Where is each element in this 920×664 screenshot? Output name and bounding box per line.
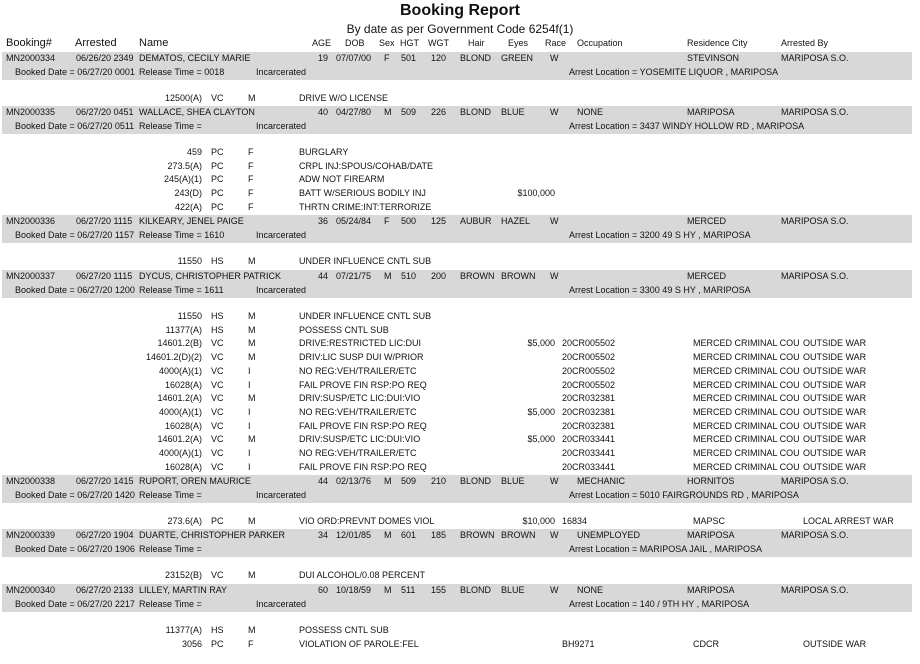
dob-value: 10/18/59 (336, 585, 372, 595)
booking-number: MN2000337 (6, 271, 56, 281)
charge-statute-type: VC (211, 352, 224, 363)
charge-description: DRIVE W/O LICENSE (299, 93, 389, 103)
residence-city: MARIPOSA (687, 585, 735, 595)
hair-value: BROWN (460, 530, 495, 540)
arrestee-name: RUPORT, OREN MAURICE (139, 476, 251, 486)
arrested-datetime: 06/27/20 0451 (76, 107, 134, 117)
eyes-value: BLUE (501, 107, 525, 117)
arrest-location: Arrest Location = 140 / 9TH HY , MARIPOSA (569, 599, 750, 609)
booking-number: MN2000339 (6, 530, 56, 540)
age-value: 44 (317, 476, 328, 486)
hair-value: BLOND (460, 585, 492, 595)
charge-code: 273.5(A) (167, 160, 202, 171)
col-header-race: Race (545, 38, 567, 48)
occupation-value: UNEMPLOYED (577, 530, 641, 540)
warrant-agency: MERCED CRIMINAL COU (693, 434, 800, 445)
warrant-agency: CDCR (693, 638, 719, 649)
sex-value: F (384, 216, 390, 226)
col-header-hair: Hair (468, 38, 485, 48)
age-value: 40 (317, 107, 328, 117)
charge-code: 14601.2(A) (157, 434, 202, 445)
warrant-type: OUTSIDE WAR (803, 352, 867, 363)
race-value: W (550, 271, 559, 281)
warrant-agency: MERCED CRIMINAL COU (693, 461, 800, 472)
charge-statute-type: HS (211, 256, 224, 266)
case-number: 16834 (562, 516, 588, 526)
residence-city: MARIPOSA (687, 530, 735, 540)
arrested-datetime: 06/26/20 2349 (76, 53, 134, 63)
age-value: 19 (317, 53, 328, 63)
charge-statute-type: VC (211, 420, 224, 431)
charge-description: FAIL PROVE FIN RSP:PO REQ (299, 420, 427, 431)
height-value: 511 (401, 585, 416, 595)
dob-value: 02/13/76 (336, 476, 372, 486)
charge-level: M (248, 625, 256, 635)
report-title: Booking Report (400, 2, 520, 19)
warrant-agency: MAPSC (693, 516, 726, 526)
charge-level: M (248, 393, 256, 404)
charge-code: 16028(A) (164, 461, 202, 472)
warrant-type: OUTSIDE WAR (803, 365, 867, 376)
age-value: 60 (317, 585, 328, 595)
age-value: 34 (317, 530, 328, 540)
charge-statute-type: HS (211, 311, 224, 321)
col-header-booking: Booking# (6, 37, 52, 49)
arresting-agency: MARIPOSA S.O. (781, 530, 849, 540)
charge-statute-type: VC (211, 365, 224, 376)
residence-city: HORNITOS (687, 476, 735, 486)
eyes-value: BROWN (501, 530, 536, 540)
charge-code: 11377(A) (165, 625, 202, 635)
warrant-type: OUTSIDE WAR (803, 406, 867, 417)
arrest-location: Arrest Location = YOSEMITE LIQUOR , MARIPOSA (569, 67, 779, 77)
race-value: W (550, 107, 559, 117)
charge-level: M (248, 516, 256, 526)
booked-date: Booked Date = 06/27/20 1200 (15, 285, 135, 295)
charge-description: BURGLARY (299, 147, 349, 157)
charge-level: M (248, 256, 256, 266)
sex-value: F (384, 53, 390, 63)
case-number: 20CR005502 (562, 338, 616, 349)
charge-code: 3056 (181, 638, 202, 649)
eyes-value: BROWN (501, 271, 536, 281)
warrant-agency: MERCED CRIMINAL COU (693, 379, 800, 390)
charge-statute-type: VC (211, 406, 224, 417)
charge-level: I (248, 406, 251, 417)
charge-statute-type: PC (211, 516, 224, 526)
warrant-type: OUTSIDE WAR (803, 434, 867, 445)
bail-amount: $5,000 (527, 434, 555, 445)
arrested-datetime: 06/27/20 1904 (76, 530, 134, 540)
charge-statute-type: PC (211, 160, 224, 171)
col-header-arrested: Arrested (75, 37, 117, 49)
charge-description: BATT W/SERIOUS BODILY INJ (299, 188, 426, 199)
weight-value: 226 (431, 107, 447, 117)
col-header-age: AGE (312, 38, 332, 48)
charge-code: 4000(A)(1) (158, 365, 202, 376)
charge-description: ADW NOT FIREARM (299, 174, 385, 185)
residence-city: MERCED (687, 216, 727, 226)
charge-code: 23152(B) (164, 570, 202, 580)
weight-value: 185 (431, 530, 447, 540)
occupation-value: NONE (577, 107, 604, 117)
custody-status: Incarcerated (256, 490, 307, 500)
race-value: W (550, 216, 559, 226)
charge-description: THRTN CRIME:INT:TERRORIZE (299, 201, 432, 212)
charge-description: DRIV:SUSP/ETC LIC:DUI:VIO (299, 393, 421, 404)
arresting-agency: MARIPOSA S.O. (781, 476, 849, 486)
charge-level: I (248, 461, 251, 472)
custody-status: Incarcerated (256, 67, 307, 77)
custody-status: Incarcerated (256, 121, 307, 131)
charge-level: I (248, 379, 251, 390)
charge-statute-type: PC (211, 638, 224, 649)
charge-description: POSSESS CNTL SUB (299, 625, 389, 635)
arrested-datetime: 06/27/20 1115 (76, 216, 133, 226)
charge-description: NO REG:VEH/TRAILER/ETC (299, 448, 417, 458)
booked-date: Booked Date = 06/27/20 1157 (15, 230, 135, 240)
charge-description: VIOLATION OF PAROLE:FEL (299, 638, 419, 649)
charge-description: NO REG:VEH/TRAILER/ETC (299, 365, 417, 376)
arrested-datetime: 06/27/20 1115 (76, 271, 133, 281)
booking-number: MN2000338 (6, 476, 56, 486)
case-number: 20CR032381 (562, 420, 616, 431)
sex-value: M (384, 107, 392, 117)
charge-code: 4000(A)(1) (158, 448, 202, 458)
arresting-agency: MARIPOSA S.O. (781, 107, 849, 117)
charge-level: M (248, 311, 256, 321)
charge-description: FAIL PROVE FIN RSP:PO REQ (299, 461, 427, 472)
height-value: 601 (401, 530, 417, 540)
charge-code: 11550 (177, 256, 202, 266)
charge-statute-type: VC (211, 570, 224, 580)
charge-level: I (248, 365, 251, 376)
col-header-eyes: Eyes (508, 38, 529, 48)
charge-statute-type: HS (211, 324, 224, 335)
charge-level: M (248, 434, 256, 445)
charge-code: 16028(A) (164, 379, 202, 390)
release-time: Release Time = (139, 599, 202, 609)
warrant-agency: MERCED CRIMINAL COU (693, 420, 800, 431)
warrant-agency: MERCED CRIMINAL COU (693, 352, 800, 363)
charge-description: DRIV:SUSP/ETC LIC:DUI:VIO (299, 434, 421, 445)
release-time: Release Time = (139, 121, 202, 131)
weight-value: 210 (431, 476, 447, 486)
arresting-agency: MARIPOSA S.O. (781, 271, 849, 281)
charge-code: 11550 (177, 311, 202, 321)
case-number: 20CR032381 (562, 406, 616, 417)
col-header-arrested-by: Arrested By (781, 38, 829, 48)
booking-number: MN2000335 (6, 107, 56, 117)
case-number: 20CR005502 (562, 352, 616, 363)
hair-value: BLOND (460, 53, 492, 63)
charge-code: 14601.2(B) (157, 338, 202, 349)
charge-statute-type: PC (211, 147, 224, 157)
charge-code: 422(A) (174, 201, 202, 212)
dob-value: 12/01/85 (336, 530, 372, 540)
arrest-location: Arrest Location = 3300 49 S HY , MARIPOSA (569, 285, 751, 295)
occupation-value: NONE (577, 585, 604, 595)
charge-level: I (248, 448, 251, 458)
charge-statute-type: PC (211, 201, 224, 212)
col-header-hgt: HGT (400, 38, 419, 48)
bail-amount: $10,000 (522, 516, 555, 526)
warrant-type: OUTSIDE WAR (803, 338, 867, 349)
charge-description: POSSESS CNTL SUB (299, 324, 389, 335)
charge-level: F (248, 160, 254, 171)
charge-code: 11377(A) (165, 324, 202, 335)
bail-amount: $100,000 (517, 188, 555, 199)
warrant-type: OUTSIDE WAR (803, 461, 867, 472)
arresting-agency: MARIPOSA S.O. (781, 216, 849, 226)
warrant-type: OUTSIDE WAR (803, 393, 867, 404)
charge-level: F (248, 638, 254, 649)
weight-value: 200 (431, 271, 447, 281)
residence-city: STEVINSON (687, 53, 740, 63)
charge-level: F (248, 188, 254, 199)
charge-description: NO REG:VEH/TRAILER/ETC (299, 406, 417, 417)
charge-level: F (248, 147, 254, 157)
hair-value: AUBUR (460, 216, 492, 226)
eyes-value: GREEN (501, 53, 534, 63)
eyes-value: BLUE (501, 585, 525, 595)
arrest-location: Arrest Location = 5010 FAIRGROUNDS RD , MARIPOSA (569, 490, 799, 500)
warrant-agency: MERCED CRIMINAL COU (693, 393, 800, 404)
hair-value: BLOND (460, 107, 492, 117)
arrested-datetime: 06/27/20 2133 (76, 585, 134, 595)
dob-value: 07/07/00 (336, 53, 372, 63)
warrant-type: OUTSIDE WAR (803, 379, 867, 390)
height-value: 509 (401, 476, 417, 486)
arrestee-name: KILKEARY, JENEL PAIGE (139, 216, 244, 226)
booked-date: Booked Date = 06/27/20 1906 (15, 544, 135, 554)
charge-level: M (248, 352, 256, 363)
case-number: 20CR032381 (562, 393, 616, 404)
booked-date: Booked Date = 06/27/20 2217 (15, 599, 135, 609)
release-time: Release Time = (139, 490, 202, 500)
charge-statute-type: VC (211, 393, 224, 404)
race-value: W (550, 585, 559, 595)
hair-value: BLOND (460, 476, 492, 486)
charge-code: 245(A)(1) (163, 174, 202, 185)
arrest-location: Arrest Location = 3200 49 S HY , MARIPOSA (569, 230, 751, 240)
dob-value: 05/24/84 (336, 216, 372, 226)
warrant-type: OUTSIDE WAR (803, 638, 867, 649)
charge-description: VIO ORD:PREVNT DOMES VIOL (299, 516, 435, 526)
arrest-location: Arrest Location = 3437 WINDY HOLLOW RD , MARIPOSA (569, 121, 805, 131)
release-time: Release Time = 0018 (139, 67, 225, 77)
charge-level: F (248, 174, 254, 185)
charge-description: DRIV:LIC SUSP DUI W/PRIOR (299, 352, 424, 363)
charge-level: F (248, 201, 254, 212)
charge-level: I (248, 420, 251, 431)
charge-statute-type: HS (211, 625, 224, 635)
bail-amount: $5,000 (527, 338, 555, 349)
sex-value: M (384, 271, 392, 281)
charge-description: UNDER INFLUENCE CNTL SUB (299, 256, 432, 266)
charge-statute-type: VC (211, 434, 224, 445)
release-time: Release Time = 1611 (139, 285, 224, 295)
charge-level: M (248, 338, 256, 349)
charge-code: 273.6(A) (167, 516, 202, 526)
booking-number: MN2000340 (6, 585, 56, 595)
weight-value: 125 (431, 216, 447, 226)
arresting-agency: MARIPOSA S.O. (781, 53, 849, 63)
col-header-sex: Sex (379, 38, 395, 48)
warrant-type: OUTSIDE WAR (803, 420, 867, 431)
charge-code: 243(D) (174, 188, 202, 199)
height-value: 509 (401, 107, 417, 117)
bail-amount: $5,000 (527, 406, 555, 417)
age-value: 44 (317, 271, 328, 281)
booked-date: Booked Date = 06/27/20 0001 (15, 67, 135, 77)
height-value: 501 (401, 53, 417, 63)
custody-status: Incarcerated (256, 230, 307, 240)
charge-level: M (248, 324, 256, 335)
arrestee-name: WALLACE, SHEA CLAYTON (139, 107, 255, 117)
occupation-value: MECHANIC (577, 476, 626, 486)
race-value: W (550, 530, 559, 540)
warrant-agency: MERCED CRIMINAL COU (693, 365, 800, 376)
charge-level: M (248, 570, 256, 580)
height-value: 500 (401, 216, 417, 226)
case-number: 20CR033441 (562, 448, 616, 458)
warrant-agency: MERCED CRIMINAL COU (693, 406, 800, 417)
residence-city: MARIPOSA (687, 107, 735, 117)
race-value: W (550, 476, 559, 486)
race-value: W (550, 53, 559, 63)
weight-value: 155 (431, 585, 447, 595)
warrant-type: LOCAL ARREST WAR (803, 516, 894, 526)
charge-description: UNDER INFLUENCE CNTL SUB (299, 311, 432, 321)
col-header-residence: Residence City (687, 38, 748, 48)
charge-level: M (248, 93, 256, 103)
charge-code: 16028(A) (164, 420, 202, 431)
charge-description: DRIVE:RESTRICTED LIC:DUI (299, 338, 422, 349)
sex-value: M (384, 530, 392, 540)
arrestee-name: DUARTE, CHRISTOPHER PARKER (139, 530, 286, 540)
sex-value: M (384, 476, 392, 486)
age-value: 36 (317, 216, 328, 226)
eyes-value: BLUE (501, 476, 525, 486)
hair-value: BROWN (460, 271, 495, 281)
residence-city: MERCED (687, 271, 727, 281)
weight-value: 120 (431, 53, 447, 63)
sex-value: M (384, 585, 392, 595)
charge-statute-type: VC (211, 379, 224, 390)
charge-description: FAIL PROVE FIN RSP:PO REQ (299, 379, 427, 390)
case-number: 20CR033441 (562, 461, 616, 472)
charge-code: 14601.2(D)(2) (145, 352, 202, 363)
charge-statute-type: PC (211, 174, 224, 185)
booked-date: Booked Date = 06/27/20 0511 (15, 121, 135, 131)
arrestee-name: DEMATOS, CECILY MARIE (139, 53, 251, 63)
arrested-datetime: 06/27/20 1415 (76, 476, 134, 486)
charge-code: 459 (186, 147, 202, 157)
col-header-name: Name (139, 37, 169, 49)
release-time: Release Time = 1610 (139, 230, 225, 240)
warrant-type: OUTSIDE WAR (803, 448, 867, 458)
charge-description: DUI ALCOHOL/0.08 PERCENT (299, 570, 426, 580)
eyes-value: HAZEL (501, 216, 531, 226)
booking-number: MN2000334 (6, 53, 56, 63)
col-header-occupation: Occupation (577, 38, 623, 48)
charge-statute-type: VC (211, 338, 224, 349)
charge-statute-type: PC (211, 188, 224, 199)
arrest-location: Arrest Location = MARIPOSA JAIL , MARIPOSA (569, 544, 762, 554)
warrant-agency: MERCED CRIMINAL COU (693, 448, 800, 458)
charge-statute-type: VC (211, 93, 224, 103)
charge-code: 14601.2(A) (157, 393, 202, 404)
custody-status: Incarcerated (256, 285, 307, 295)
booked-date: Booked Date = 06/27/20 1420 (15, 490, 135, 500)
case-number: BH9271 (562, 638, 595, 649)
charge-description: CRPL INJ:SPOUS/COHAB/DATE (299, 160, 434, 171)
case-number: 20CR005502 (562, 365, 616, 376)
col-header-wgt: WGT (428, 38, 449, 48)
arresting-agency: MARIPOSA S.O. (781, 585, 849, 595)
release-time: Release Time = (139, 544, 202, 554)
dob-value: 07/21/75 (336, 271, 372, 281)
charge-code: 12500(A) (164, 93, 202, 103)
charge-code: 4000(A)(1) (158, 406, 202, 417)
height-value: 510 (401, 271, 417, 281)
case-number: 20CR005502 (562, 379, 616, 390)
arrestee-name: DYCUS, CHRISTOPHER PATRICK (139, 271, 282, 281)
col-header-dob: DOB (345, 38, 365, 48)
charge-statute-type: VC (211, 448, 224, 458)
charge-statute-type: VC (211, 461, 224, 472)
warrant-agency: MERCED CRIMINAL COU (693, 338, 800, 349)
arrestee-name: LILLEY, MARTIN RAY (139, 585, 228, 595)
custody-status: Incarcerated (256, 599, 307, 609)
booking-number: MN2000336 (6, 216, 56, 226)
case-number: 20CR033441 (562, 434, 616, 445)
dob-value: 04/27/80 (336, 107, 372, 117)
report-subtitle: By date as per Government Code 6254f(1) (346, 22, 574, 36)
